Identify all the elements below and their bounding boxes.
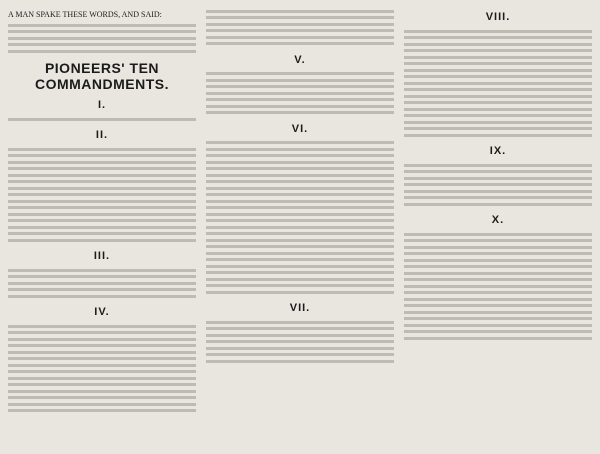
paragraph-lines [8, 144, 196, 245]
column-right [404, 6, 592, 448]
paragraph-lines [8, 265, 196, 301]
section-heading: VI. [291, 122, 309, 135]
paragraph-lines [8, 114, 196, 124]
section-heading: IX. [489, 145, 507, 157]
paragraph-lines [206, 138, 394, 298]
section-heading: X. [491, 214, 505, 226]
section-heading: IV. [94, 306, 110, 318]
paragraph-lines [404, 26, 592, 140]
section-heading: VII. [289, 302, 311, 314]
paragraph-lines [206, 6, 394, 49]
paragraph-lines [404, 160, 592, 209]
column-middle [206, 6, 394, 448]
paragraph-lines [206, 317, 394, 366]
section-heading: I. [97, 99, 107, 111]
column-left [8, 6, 196, 448]
section-heading: III. [93, 250, 111, 262]
intro-text: A MAN SPAKE THESE WORDS, AND SAID: [8, 10, 162, 19]
paragraph-lines [404, 229, 592, 343]
paragraph-lines [8, 20, 196, 56]
paragraph-lines [8, 321, 196, 416]
section-heading: V. [294, 53, 306, 66]
section-heading: VIII. [485, 11, 511, 23]
section-heading: II. [95, 129, 109, 141]
paragraph-lines [206, 69, 394, 118]
document-title: PIONEERS' TEN COMMANDMENTS. [34, 60, 170, 92]
